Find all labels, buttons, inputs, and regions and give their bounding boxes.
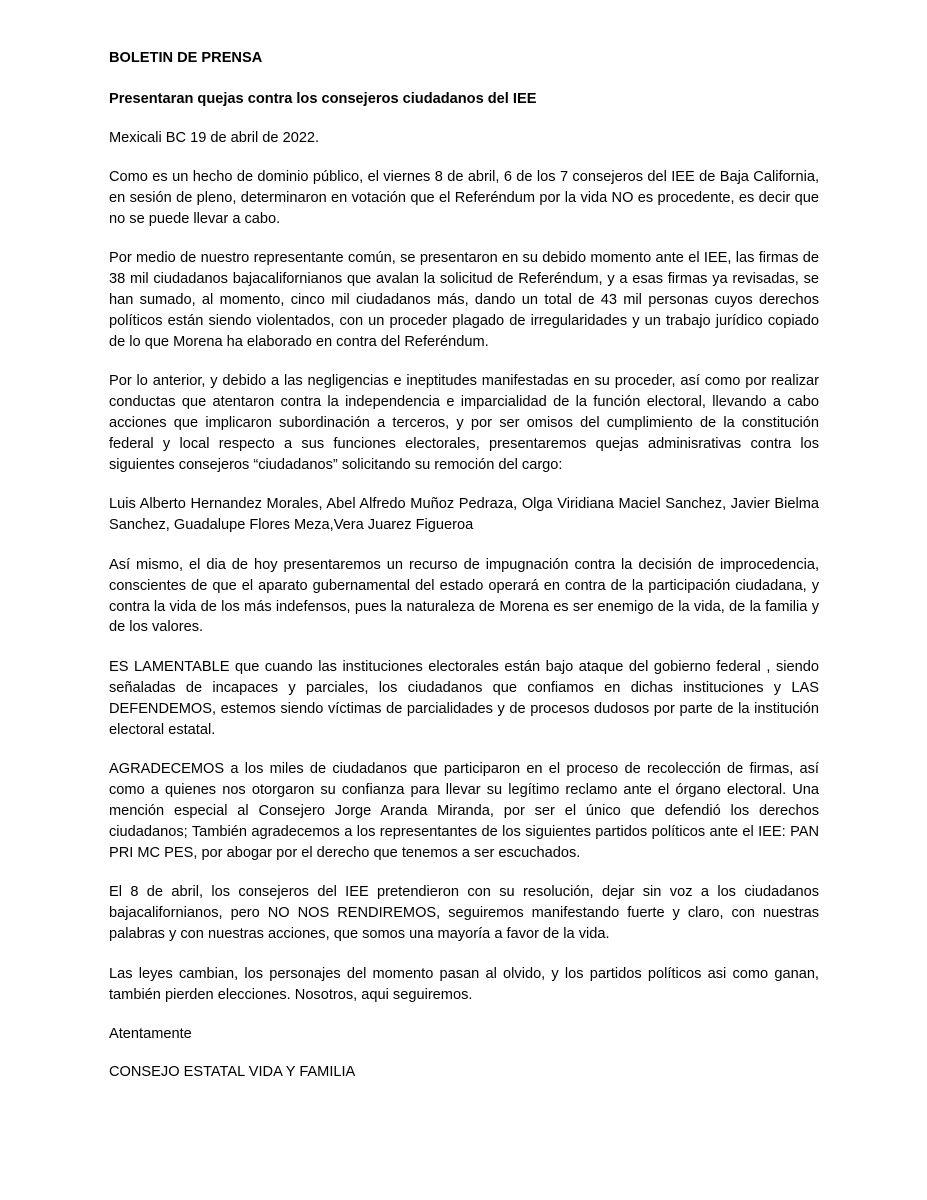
paragraph-lamentable: ES LAMENTABLE que cuando las instituciones electorales están bajo ataque del gobierno federal , siendo señaladas de incapaces y parciales, los ciudadanos que confiamos en dichas instituciones y LAS DEFENDEMOS, estemos siendo víctimas de parcialidades y de procesos dudosos por parte de la institución electoral estatal. — [109, 659, 819, 738]
press-release-page — [109, 48, 819, 1082]
paragraph-public-fact: Como es un hecho de dominio público, el viernes 8 de abril, 6 de los 7 consejeros del IEE de Baja California, en sesión de pleno, determinaron en votación que el Referéndum por la vida NO es procedente, es decir que no se puede llevar a cabo. — [109, 169, 819, 227]
paragraph-appeal: Así mismo, el dia de hoy presentaremos un recurso de impugnación contra la decisión de improcedencia, conscientes de que el aparato gubernamental del estado operará en contra de la participación ciudadana, y contra la vida de los más indefensos, pues la naturaleza de Morena es ser enemigo de la vida, de la familia y de los valores. — [109, 556, 819, 636]
closing-salutation: Atentamente — [109, 1026, 192, 1043]
paragraph-conclusion: Las leyes cambian, los personajes del momento pasan al olvido, y los partidos políticos asi como ganan, también pierden elecciones. Nosotros, aqui seguiremos. — [109, 965, 819, 1003]
paragraph-thanks: AGRADECEMOS a los miles de ciudadanos que participaron en el proceso de recolección de firmas, así como a quienes nos otorgaron su confianza para llevar su legítimo reclamo ante el órgano electoral. Una mención especial al Consejero Jorge Aranda Miranda, por ser el único que defendió los derechos ciudadanos; También agradecemos a los representantes de los siguientes partidos políticos ante el IEE: PAN PRI MC PES, por abogar por el derecho que tenemos a ser escuchados. — [109, 761, 819, 861]
dateline: Mexicali BC 19 de abril de 2022. — [109, 130, 320, 146]
document-title: Presentaran quejas contra los consejeros ciudadanos del IEE — [109, 91, 537, 107]
document-label: BOLETIN DE PRENSA — [109, 50, 263, 66]
signature-organization: CONSEJO ESTATAL VIDA Y FAMILIA — [109, 1064, 356, 1081]
paragraph-complaints: Por lo anterior, y debido a las negligencias e ineptitudes manifestadas en su proceder, así como por realizar conductas que atentaron contra la independencia e imparcialidad de la función electoral, llevando a cabo acciones que implicaron subordinación a terceros, y por ser omisos del cumplimiento de la constitución federal y local respecto a sus funciones electorales, presentaremos quejas adminisrativas contra los siguientes consejeros “ciudadanos” solicitando su remoción del cargo: — [109, 373, 819, 473]
paragraph-resolution: El 8 de abril, los consejeros del IEE pretendieron con su resolución, dejar sin voz a los ciudadanos bajacalifornianos, pero NO NOS RENDIREMOS, seguiremos manifestando fuerte y claro, con nuestras palabras y con nuestras acciones, que somos una mayoría a favor de la vida. — [109, 884, 819, 942]
paragraph-councilors-list: Luis Alberto Hernandez Morales, Abel Alfredo Muñoz Pedraza, Olga Viridiana Maciel Sanchez, Javier Bielma Sanchez, Guadalupe Flores Meza,Vera Juarez Figueroa — [109, 496, 819, 534]
paragraph-signatures: Por medio de nuestro representante común, se presentaron en su debido momento ante el IEE, las firmas de 38 mil ciudadanos bajacalifornianos que avalan la solicitud de Referéndum, y a esas firmas ya revisadas, se han sumado, al momento, cinco mil ciudadanos más, dando un total de 43 mil personas cuyos derechos políticos están siendo violentados, con un proceder plagado de irregularidades y un trabajo jurídico copiado de lo que Morena ha elaborado en contra del Referéndum. — [109, 250, 819, 350]
